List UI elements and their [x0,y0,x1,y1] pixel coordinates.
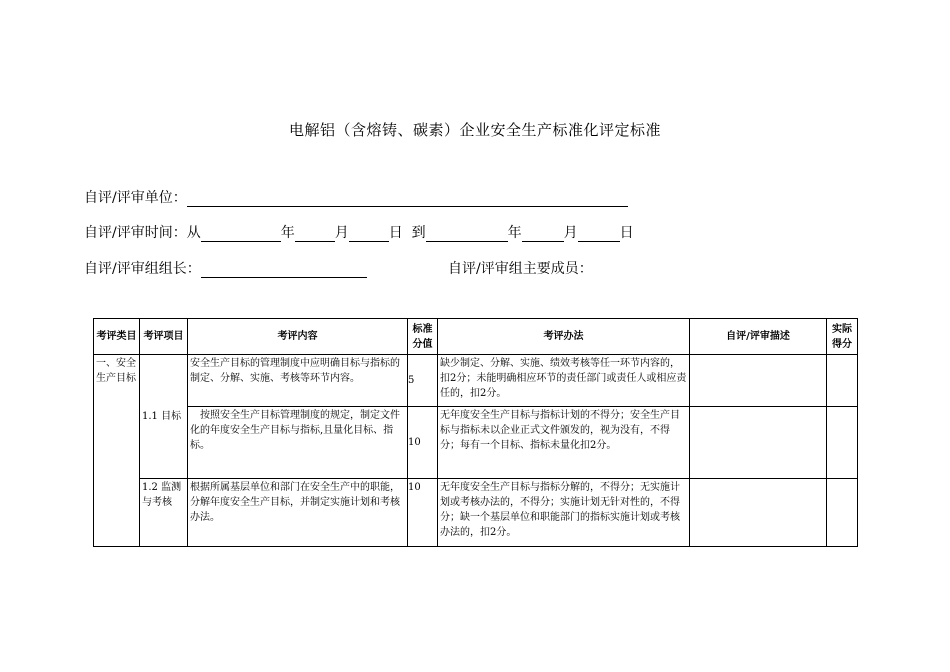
score-cell: 5 [408,355,438,407]
unit-field [84,187,628,207]
item-cell: 1.2 监测与考核 [140,479,188,547]
time-label: 自评/评审时间：从 [84,225,201,241]
actual-score-cell[interactable] [827,479,858,547]
score-cell: 10 [408,479,438,547]
start-day-blank[interactable] [349,227,389,242]
desc-cell[interactable] [690,355,827,407]
desc-cell[interactable] [690,407,827,479]
method-cell: 无年度安全生产目标与指标分解的，不得分；无实施计划或考核办法的，不得分；实施计划无针对性的，不得分；缺一个基层单位和职能部门的指标实施计划或考核办法的，扣2分。 [438,479,690,547]
content-cell: 安全生产目标的管理制度中应明确目标与指标的制定、分解、实施、考核等环节内容。 [188,355,408,407]
actual-score-cell[interactable] [827,355,858,407]
leader-blank[interactable] [201,263,367,278]
header-category: 考评类目 [94,319,140,355]
table-row [94,355,858,407]
time-field [84,222,634,242]
end-month-blank[interactable] [522,227,564,242]
end-year-label: 年 [507,225,522,241]
table-row [94,479,858,547]
header-score: 标准分值 [408,319,438,355]
start-month-label: 月 [334,225,349,241]
to-label: 到 [411,225,426,241]
members-field [448,258,593,278]
category-cell: 一、安全生产目标 [94,355,140,547]
method-cell: 缺少制定、分解、实施、绩效考核等任一环节内容的，扣2分；未能明确相应环节的责任部门或责任人或相应责任的，扣2分。 [438,355,690,407]
leader-label: 自评/评审组组长： [84,261,201,277]
start-year-label: 年 [280,225,295,241]
end-day-label: 日 [619,225,634,241]
document-title: 电解铝（含熔铸、碳素）企业安全生产标准化评定标准 [288,121,661,139]
content-cell: 按照安全生产目标管理制度的规定，制定文件化的年度安全生产目标与指标,且量化目标、指标。 [188,407,408,479]
end-month-label: 月 [563,225,578,241]
end-day-blank[interactable] [578,227,620,242]
actual-score-cell[interactable] [827,407,858,479]
start-day-label: 日 [388,225,403,241]
start-year-blank[interactable] [201,227,281,242]
members-label: 自评/评审组主要成员： [448,261,593,277]
item-cell: 1.1 目标 [140,355,188,479]
header-method: 考评办法 [438,319,690,355]
score-cell: 10 [408,407,438,479]
start-month-blank[interactable] [295,227,335,242]
desc-cell[interactable] [690,479,827,547]
unit-blank[interactable] [187,192,628,207]
content-cell: 根据所属基层单位和部门在安全生产中的职能，分解年度安全生产目标，并制定实施计划和考核办法。 [188,479,408,547]
evaluation-table [93,318,858,547]
table-header-row [94,319,858,355]
header-desc: 自评/评审描述 [690,319,827,355]
unit-label: 自评/评审单位： [84,190,187,206]
end-year-blank[interactable] [426,227,508,242]
leader-field [84,258,367,278]
header-actual: 实际得分 [827,319,858,355]
table-row [94,407,858,479]
header-content: 考评内容 [188,319,408,355]
method-cell: 无年度安全生产目标与指标计划的不得分；安全生产目标与指标未以企业正式文件颁发的，视为没有，不得分；每有一个目标、指标未量化扣2分。 [438,407,690,479]
header-item: 考评项目 [140,319,188,355]
